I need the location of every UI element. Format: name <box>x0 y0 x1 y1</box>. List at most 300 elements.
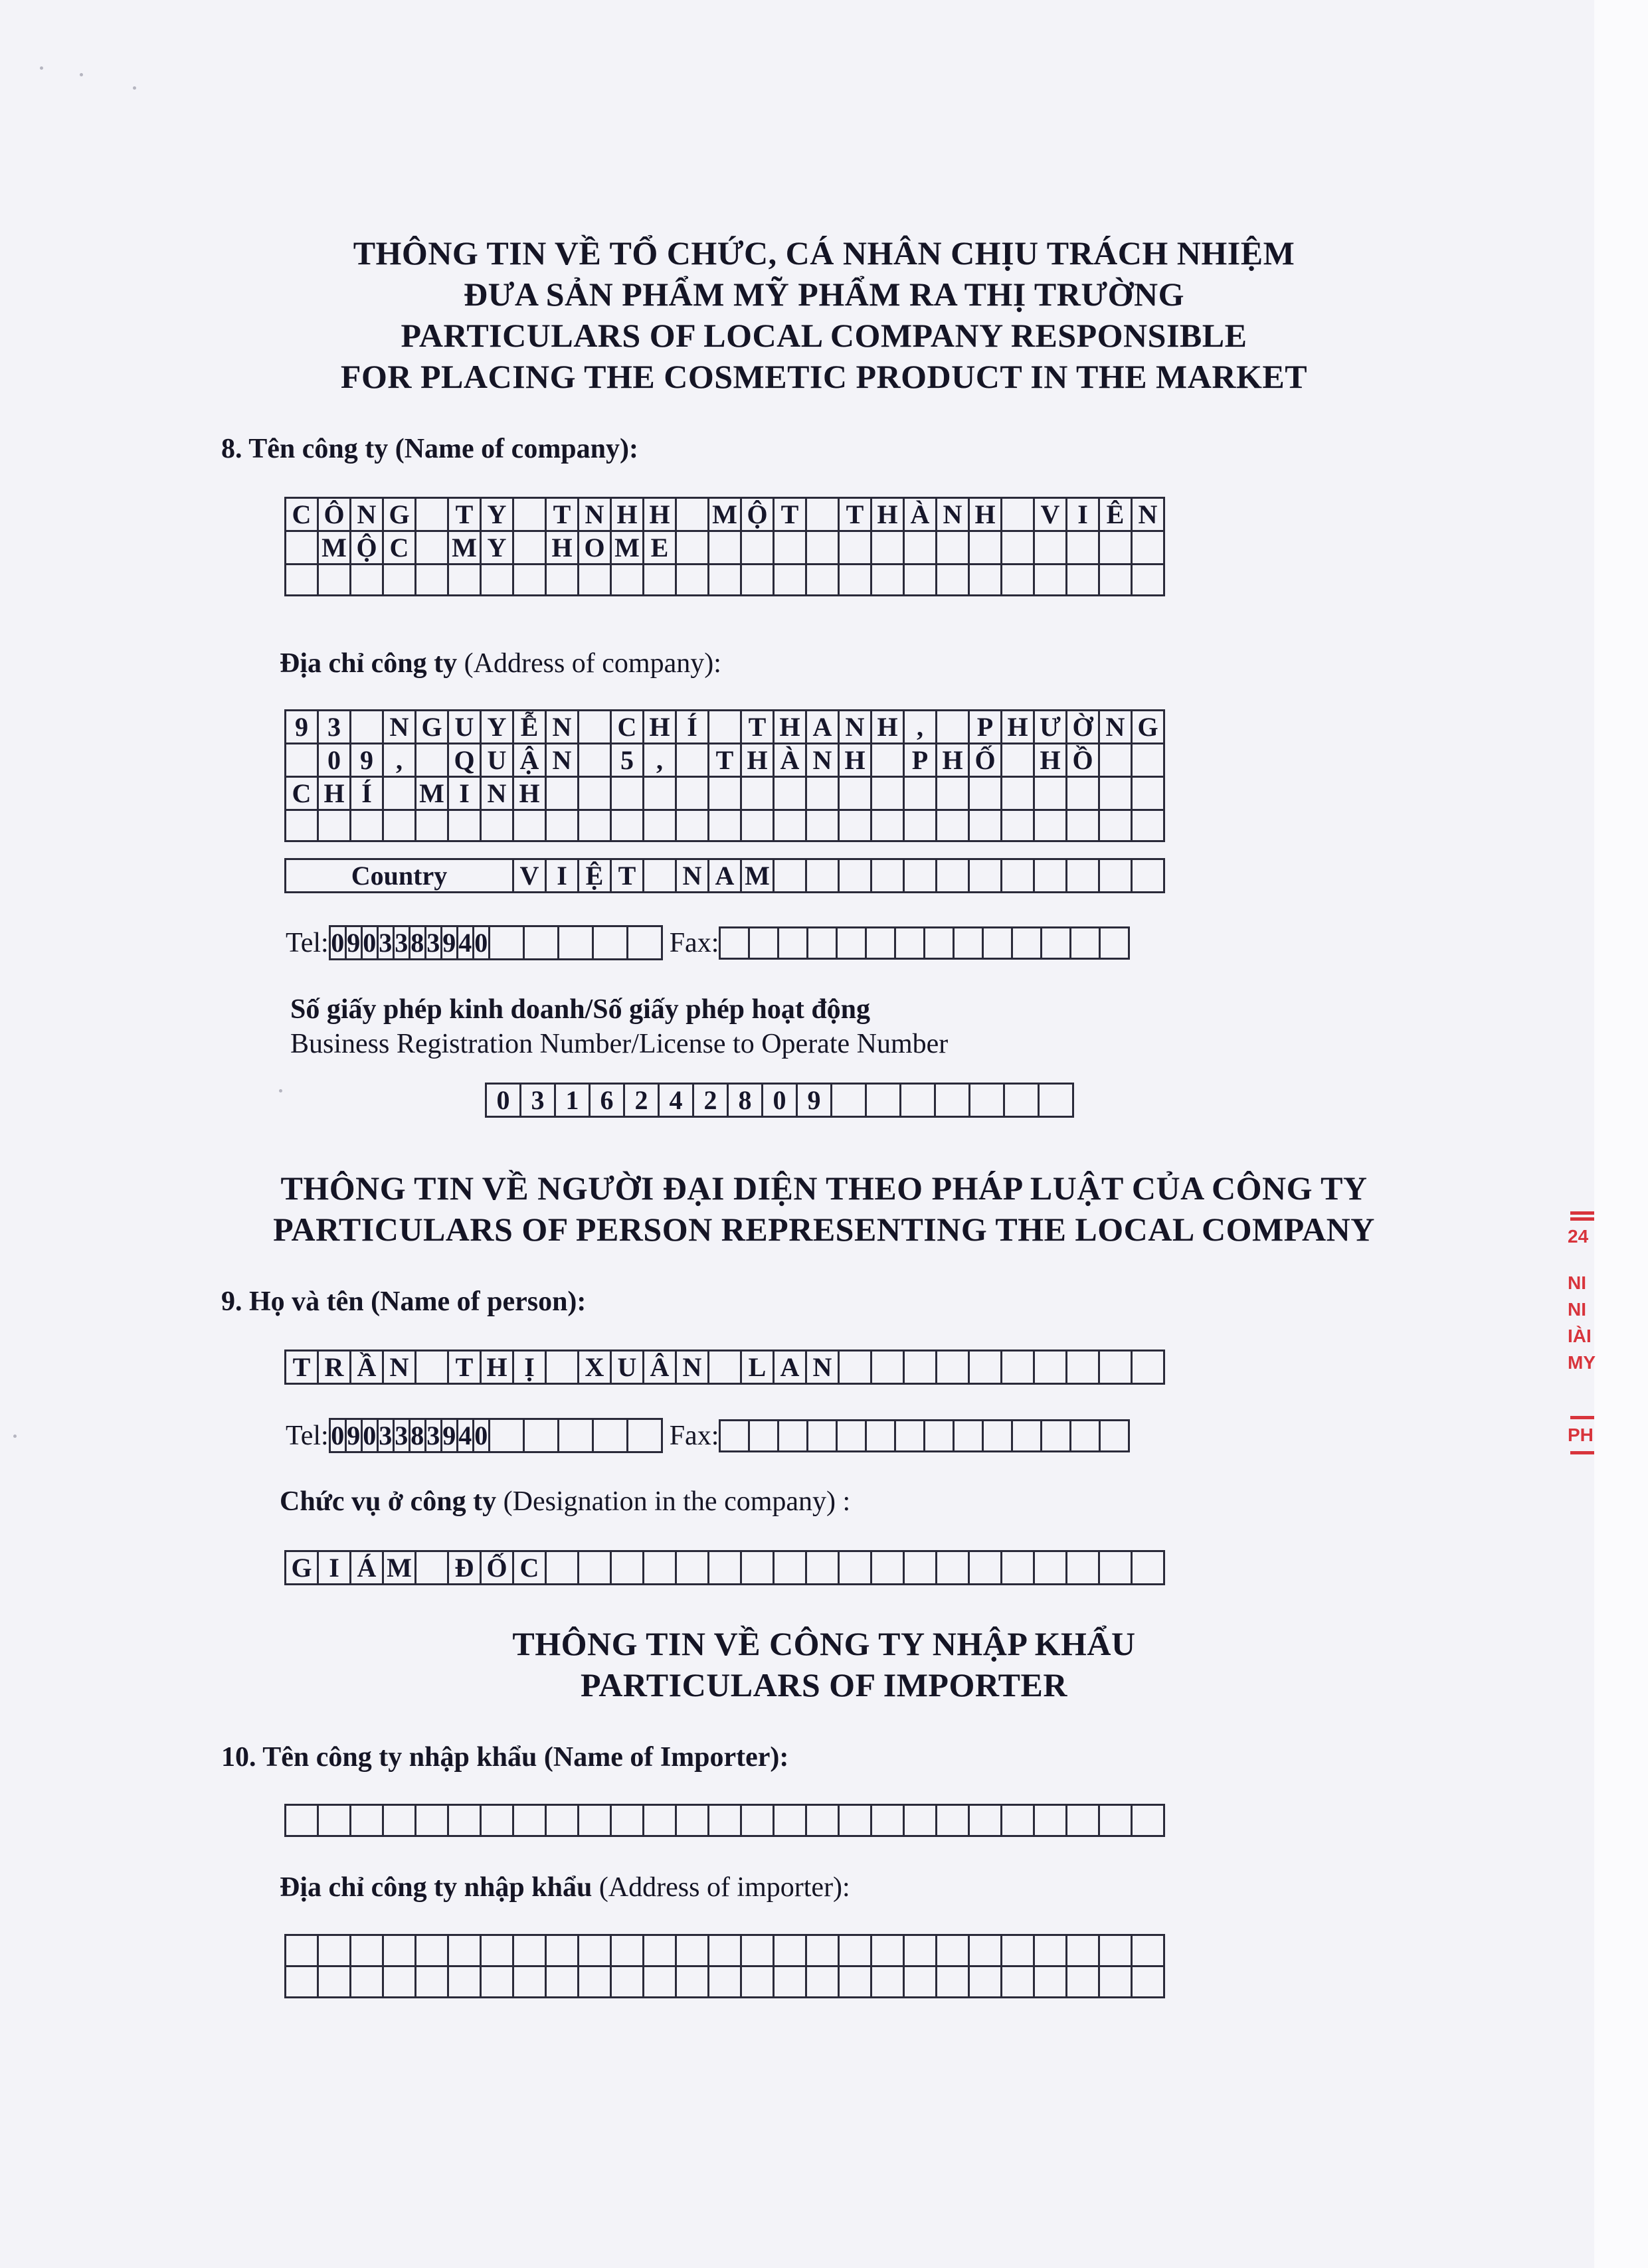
char-box[interactable]: 3 <box>393 926 409 960</box>
char-box[interactable] <box>523 1419 558 1452</box>
char-box[interactable]: I <box>448 777 481 810</box>
char-box[interactable] <box>806 531 839 565</box>
char-box[interactable]: 3 <box>393 1419 409 1452</box>
char-box[interactable] <box>448 1966 481 1998</box>
char-box[interactable] <box>513 565 546 596</box>
char-box[interactable]: 8 <box>409 1419 425 1452</box>
char-box[interactable] <box>1002 1351 1034 1384</box>
char-box[interactable]: 9 <box>345 926 361 960</box>
char-box[interactable] <box>937 1935 969 1966</box>
char-box[interactable]: N <box>806 744 839 777</box>
char-box[interactable] <box>644 859 676 893</box>
char-box[interactable]: 2 <box>693 1084 728 1117</box>
char-box[interactable] <box>774 531 806 565</box>
char-box[interactable] <box>969 859 1002 893</box>
char-box[interactable] <box>969 810 1002 841</box>
char-box[interactable]: Ị <box>513 1351 546 1384</box>
char-box[interactable]: T <box>546 498 579 531</box>
char-box[interactable] <box>937 859 969 893</box>
char-box[interactable] <box>676 777 709 810</box>
char-box[interactable] <box>1067 1966 1099 1998</box>
char-box[interactable] <box>546 810 579 841</box>
char-box[interactable] <box>1132 1351 1164 1384</box>
char-box[interactable] <box>383 810 416 841</box>
char-box[interactable] <box>383 777 416 810</box>
char-box[interactable] <box>774 1805 806 1836</box>
char-box[interactable] <box>513 498 546 531</box>
char-box[interactable] <box>1002 810 1034 841</box>
char-box[interactable] <box>1132 1935 1164 1966</box>
char-box[interactable] <box>1039 1084 1073 1117</box>
char-box[interactable]: N <box>676 1351 709 1384</box>
char-box[interactable] <box>709 1966 741 1998</box>
char-box[interactable]: G <box>416 711 448 744</box>
char-box[interactable] <box>513 810 546 841</box>
char-box[interactable] <box>741 777 774 810</box>
char-box[interactable] <box>1042 1420 1071 1451</box>
char-box[interactable]: X <box>579 1351 611 1384</box>
char-box[interactable] <box>448 1805 481 1836</box>
char-box[interactable] <box>839 777 871 810</box>
char-box[interactable] <box>448 810 481 841</box>
char-box[interactable] <box>1002 1805 1034 1836</box>
char-box[interactable] <box>611 565 644 596</box>
char-box[interactable] <box>871 531 904 565</box>
char-box[interactable] <box>1067 777 1099 810</box>
char-box[interactable] <box>839 565 871 596</box>
char-box[interactable] <box>546 1805 579 1836</box>
char-box[interactable]: 5 <box>611 744 644 777</box>
char-box[interactable]: G <box>1132 711 1164 744</box>
char-box[interactable] <box>593 1419 627 1452</box>
char-box[interactable]: 1 <box>555 1084 590 1117</box>
char-box[interactable] <box>837 927 866 958</box>
char-box[interactable]: 3 <box>425 1419 441 1452</box>
char-box[interactable] <box>579 810 611 841</box>
char-box[interactable] <box>1099 777 1132 810</box>
char-box[interactable]: H <box>774 711 806 744</box>
char-box[interactable]: H <box>513 777 546 810</box>
char-box[interactable]: N <box>481 777 513 810</box>
char-box[interactable]: 0 <box>318 744 351 777</box>
char-box[interactable] <box>983 927 1012 958</box>
char-box[interactable] <box>954 1420 983 1451</box>
char-box[interactable] <box>1100 1420 1129 1451</box>
char-box[interactable] <box>969 1966 1002 1998</box>
char-box[interactable]: 8 <box>728 1084 763 1117</box>
char-box[interactable] <box>741 1551 774 1585</box>
char-box[interactable] <box>866 1420 895 1451</box>
char-box[interactable] <box>416 498 448 531</box>
char-box[interactable]: T <box>448 1351 481 1384</box>
char-box[interactable]: Ô <box>318 498 351 531</box>
char-box[interactable] <box>904 810 937 841</box>
char-box[interactable]: 9 <box>351 744 383 777</box>
char-box[interactable] <box>676 565 709 596</box>
char-box[interactable] <box>969 1551 1002 1585</box>
char-box[interactable] <box>871 1551 904 1585</box>
char-box[interactable]: O <box>579 531 611 565</box>
char-box[interactable] <box>709 565 741 596</box>
char-box[interactable] <box>676 1935 709 1966</box>
char-box[interactable]: P <box>969 711 1002 744</box>
char-box[interactable]: N <box>383 711 416 744</box>
char-box[interactable] <box>1034 1805 1067 1836</box>
char-box[interactable]: V <box>1034 498 1067 531</box>
char-box[interactable] <box>871 565 904 596</box>
char-box[interactable]: H <box>741 744 774 777</box>
char-box[interactable]: 2 <box>624 1084 659 1117</box>
char-box[interactable]: C <box>513 1551 546 1585</box>
char-box[interactable] <box>895 927 925 958</box>
char-box[interactable] <box>513 1935 546 1966</box>
char-box[interactable]: T <box>839 498 871 531</box>
char-box[interactable] <box>1100 927 1129 958</box>
char-box[interactable] <box>871 1935 904 1966</box>
char-box[interactable]: 4 <box>659 1084 693 1117</box>
char-box[interactable] <box>546 777 579 810</box>
char-box[interactable]: H <box>546 531 579 565</box>
char-box[interactable] <box>286 531 318 565</box>
char-box[interactable] <box>416 531 448 565</box>
char-box[interactable] <box>720 1420 749 1451</box>
char-box[interactable] <box>351 711 383 744</box>
char-box[interactable] <box>1099 1935 1132 1966</box>
char-box[interactable] <box>611 777 644 810</box>
char-box[interactable]: V <box>513 859 546 893</box>
char-box[interactable] <box>523 926 558 960</box>
char-box[interactable] <box>448 565 481 596</box>
char-box[interactable]: 0 <box>361 1419 377 1452</box>
char-box[interactable] <box>904 777 937 810</box>
char-box[interactable]: 3 <box>521 1084 555 1117</box>
char-box[interactable]: 4 <box>457 926 473 960</box>
char-box[interactable] <box>871 777 904 810</box>
char-box[interactable] <box>806 1805 839 1836</box>
char-box[interactable] <box>774 565 806 596</box>
char-box[interactable] <box>416 744 448 777</box>
char-box[interactable] <box>720 927 749 958</box>
char-box[interactable]: H <box>871 711 904 744</box>
char-box[interactable] <box>416 1966 448 1998</box>
char-box[interactable] <box>481 565 513 596</box>
char-box[interactable] <box>1034 531 1067 565</box>
char-box[interactable] <box>416 565 448 596</box>
char-box[interactable] <box>904 1935 937 1966</box>
char-box[interactable]: Ộ <box>351 531 383 565</box>
char-box[interactable] <box>709 1551 741 1585</box>
char-box[interactable] <box>593 926 627 960</box>
char-box[interactable] <box>1002 565 1034 596</box>
char-box[interactable] <box>1067 859 1099 893</box>
char-box[interactable] <box>778 927 808 958</box>
char-box[interactable] <box>904 1805 937 1836</box>
char-box[interactable]: Ố <box>969 744 1002 777</box>
char-box[interactable]: Ồ <box>1067 744 1099 777</box>
char-box[interactable] <box>935 1084 970 1117</box>
char-box[interactable]: C <box>611 711 644 744</box>
char-box[interactable] <box>937 1966 969 1998</box>
char-box[interactable] <box>774 777 806 810</box>
char-box[interactable] <box>676 1551 709 1585</box>
char-box[interactable] <box>904 565 937 596</box>
char-box[interactable] <box>1067 1935 1099 1966</box>
char-box[interactable] <box>1099 1351 1132 1384</box>
char-box[interactable] <box>904 1351 937 1384</box>
char-box[interactable] <box>969 565 1002 596</box>
char-box[interactable] <box>489 1419 523 1452</box>
char-box[interactable] <box>1067 1805 1099 1836</box>
char-box[interactable] <box>954 927 983 958</box>
char-box[interactable] <box>709 1351 741 1384</box>
char-box[interactable] <box>644 810 676 841</box>
char-box[interactable] <box>611 1805 644 1836</box>
char-box[interactable] <box>808 1420 837 1451</box>
char-box[interactable] <box>937 1805 969 1836</box>
char-box[interactable] <box>1067 531 1099 565</box>
char-box[interactable] <box>676 1805 709 1836</box>
char-box[interactable] <box>1071 927 1100 958</box>
char-box[interactable]: Ầ <box>351 1351 383 1384</box>
char-box[interactable]: Á <box>351 1551 383 1585</box>
char-box[interactable] <box>416 1351 448 1384</box>
char-box[interactable] <box>318 810 351 841</box>
char-box[interactable] <box>774 1966 806 1998</box>
char-box[interactable] <box>774 810 806 841</box>
char-box[interactable] <box>611 1966 644 1998</box>
char-box[interactable] <box>969 777 1002 810</box>
char-box[interactable] <box>318 1805 351 1836</box>
char-box[interactable]: N <box>806 1351 839 1384</box>
char-box[interactable] <box>741 565 774 596</box>
char-box[interactable] <box>1002 777 1034 810</box>
char-box[interactable] <box>1132 531 1164 565</box>
char-box[interactable] <box>318 1935 351 1966</box>
char-box[interactable] <box>866 1084 901 1117</box>
char-box[interactable]: Ộ <box>741 498 774 531</box>
char-box[interactable] <box>1002 859 1034 893</box>
char-box[interactable] <box>1004 1084 1039 1117</box>
char-box[interactable] <box>1132 565 1164 596</box>
char-box[interactable] <box>839 1551 871 1585</box>
char-box[interactable]: T <box>448 498 481 531</box>
char-box[interactable] <box>286 1966 318 1998</box>
char-box[interactable] <box>749 1420 778 1451</box>
char-box[interactable] <box>318 565 351 596</box>
char-box[interactable]: 9 <box>345 1419 361 1452</box>
char-box[interactable] <box>1099 1551 1132 1585</box>
char-box[interactable]: Í <box>676 711 709 744</box>
char-box[interactable] <box>1002 744 1034 777</box>
char-box[interactable] <box>806 1551 839 1585</box>
char-box[interactable] <box>644 777 676 810</box>
char-box[interactable] <box>741 1805 774 1836</box>
char-box[interactable]: 3 <box>377 1419 393 1452</box>
char-box[interactable] <box>969 1805 1002 1836</box>
char-box[interactable]: I <box>1067 498 1099 531</box>
char-box[interactable]: 0 <box>473 1419 489 1452</box>
char-box[interactable]: N <box>1132 498 1164 531</box>
char-box[interactable]: 9 <box>441 926 457 960</box>
char-box[interactable] <box>871 1351 904 1384</box>
char-box[interactable]: H <box>481 1351 513 1384</box>
char-box[interactable]: 4 <box>457 1419 473 1452</box>
char-box[interactable]: H <box>969 498 1002 531</box>
char-box[interactable] <box>871 810 904 841</box>
char-box[interactable]: Y <box>481 498 513 531</box>
char-box[interactable] <box>1034 1551 1067 1585</box>
char-box[interactable]: À <box>774 744 806 777</box>
char-box[interactable] <box>676 810 709 841</box>
char-box[interactable] <box>481 1805 513 1836</box>
char-box[interactable] <box>1012 1420 1042 1451</box>
char-box[interactable] <box>937 1551 969 1585</box>
char-box[interactable] <box>1012 927 1042 958</box>
char-box[interactable]: T <box>741 711 774 744</box>
char-box[interactable]: Ệ <box>579 859 611 893</box>
char-box[interactable] <box>489 926 523 960</box>
char-box[interactable] <box>937 565 969 596</box>
char-box[interactable] <box>749 927 778 958</box>
char-box[interactable] <box>806 810 839 841</box>
char-box[interactable]: Y <box>481 531 513 565</box>
char-box[interactable] <box>839 1805 871 1836</box>
char-box[interactable] <box>1034 1966 1067 1998</box>
char-box[interactable] <box>579 1551 611 1585</box>
char-box[interactable] <box>579 1805 611 1836</box>
char-box[interactable] <box>937 711 969 744</box>
char-box[interactable]: U <box>448 711 481 744</box>
char-box[interactable] <box>416 810 448 841</box>
char-box[interactable] <box>1067 1351 1099 1384</box>
char-box[interactable]: 0 <box>329 926 345 960</box>
char-box[interactable] <box>644 1805 676 1836</box>
char-box[interactable] <box>904 1551 937 1585</box>
char-box[interactable] <box>1067 810 1099 841</box>
char-box[interactable] <box>513 531 546 565</box>
char-box[interactable]: N <box>579 498 611 531</box>
char-box[interactable] <box>866 927 895 958</box>
char-box[interactable]: L <box>741 1351 774 1384</box>
char-box[interactable] <box>1002 1935 1034 1966</box>
char-box[interactable] <box>709 810 741 841</box>
char-box[interactable] <box>579 1966 611 1998</box>
char-box[interactable]: M <box>383 1551 416 1585</box>
char-box[interactable] <box>1042 927 1071 958</box>
char-box[interactable]: H <box>611 498 644 531</box>
char-box[interactable]: M <box>448 531 481 565</box>
char-box[interactable]: 0 <box>361 926 377 960</box>
char-box[interactable]: N <box>937 498 969 531</box>
char-box[interactable] <box>839 1351 871 1384</box>
char-box[interactable]: G <box>383 498 416 531</box>
char-box[interactable] <box>546 565 579 596</box>
char-box[interactable] <box>286 810 318 841</box>
char-box[interactable] <box>808 927 837 958</box>
char-box[interactable] <box>1132 1805 1164 1836</box>
char-box[interactable]: N <box>546 711 579 744</box>
char-box[interactable] <box>806 1935 839 1966</box>
char-box[interactable] <box>351 1966 383 1998</box>
char-box[interactable] <box>806 1966 839 1998</box>
char-box[interactable]: G <box>286 1551 318 1585</box>
char-box[interactable]: M <box>611 531 644 565</box>
char-box[interactable] <box>416 1805 448 1836</box>
char-box[interactable] <box>481 1966 513 1998</box>
char-box[interactable]: N <box>546 744 579 777</box>
char-box[interactable]: U <box>481 744 513 777</box>
char-box[interactable] <box>871 859 904 893</box>
char-box[interactable] <box>1099 1805 1132 1836</box>
char-box[interactable]: A <box>806 711 839 744</box>
char-box[interactable] <box>925 927 954 958</box>
char-box[interactable] <box>709 1805 741 1836</box>
char-box[interactable]: N <box>351 498 383 531</box>
char-box[interactable] <box>644 1551 676 1585</box>
char-box[interactable] <box>709 531 741 565</box>
char-box[interactable] <box>558 926 593 960</box>
char-box[interactable] <box>1002 1966 1034 1998</box>
char-box[interactable] <box>546 1551 579 1585</box>
char-box[interactable]: 3 <box>377 926 393 960</box>
char-box[interactable] <box>611 810 644 841</box>
char-box[interactable] <box>709 711 741 744</box>
char-box[interactable] <box>383 1966 416 1998</box>
char-box[interactable] <box>351 1805 383 1836</box>
char-box[interactable]: Ê <box>1099 498 1132 531</box>
char-box[interactable]: 9 <box>441 1419 457 1452</box>
char-box[interactable]: 0 <box>329 1419 345 1452</box>
char-box[interactable] <box>837 1420 866 1451</box>
char-box[interactable] <box>1099 565 1132 596</box>
char-box[interactable]: 0 <box>473 926 489 960</box>
char-box[interactable] <box>286 565 318 596</box>
char-box[interactable] <box>741 1935 774 1966</box>
char-box[interactable] <box>1034 777 1067 810</box>
char-box[interactable]: Y <box>481 711 513 744</box>
char-box[interactable]: Ờ <box>1067 711 1099 744</box>
char-box[interactable] <box>481 810 513 841</box>
char-box[interactable]: M <box>318 531 351 565</box>
char-box[interactable]: Â <box>644 1351 676 1384</box>
char-box[interactable] <box>513 1805 546 1836</box>
char-box[interactable] <box>1099 1966 1132 1998</box>
char-box[interactable] <box>983 1420 1012 1451</box>
char-box[interactable] <box>871 1805 904 1836</box>
char-box[interactable] <box>709 1935 741 1966</box>
char-box[interactable] <box>806 859 839 893</box>
char-box[interactable]: 6 <box>590 1084 624 1117</box>
char-box[interactable]: 0 <box>486 1084 521 1117</box>
char-box[interactable] <box>969 1935 1002 1966</box>
char-box[interactable]: Q <box>448 744 481 777</box>
char-box[interactable] <box>351 810 383 841</box>
char-box[interactable]: , <box>904 711 937 744</box>
char-box[interactable]: 9 <box>286 711 318 744</box>
char-box[interactable] <box>1132 1966 1164 1998</box>
char-box[interactable] <box>676 498 709 531</box>
char-box[interactable] <box>970 1084 1004 1117</box>
char-box[interactable] <box>579 565 611 596</box>
char-box[interactable]: U <box>611 1351 644 1384</box>
char-box[interactable]: N <box>383 1351 416 1384</box>
char-box[interactable]: I <box>546 859 579 893</box>
char-box[interactable] <box>676 1966 709 1998</box>
char-box[interactable] <box>806 498 839 531</box>
char-box[interactable] <box>937 777 969 810</box>
char-box[interactable] <box>579 777 611 810</box>
char-box[interactable] <box>806 565 839 596</box>
